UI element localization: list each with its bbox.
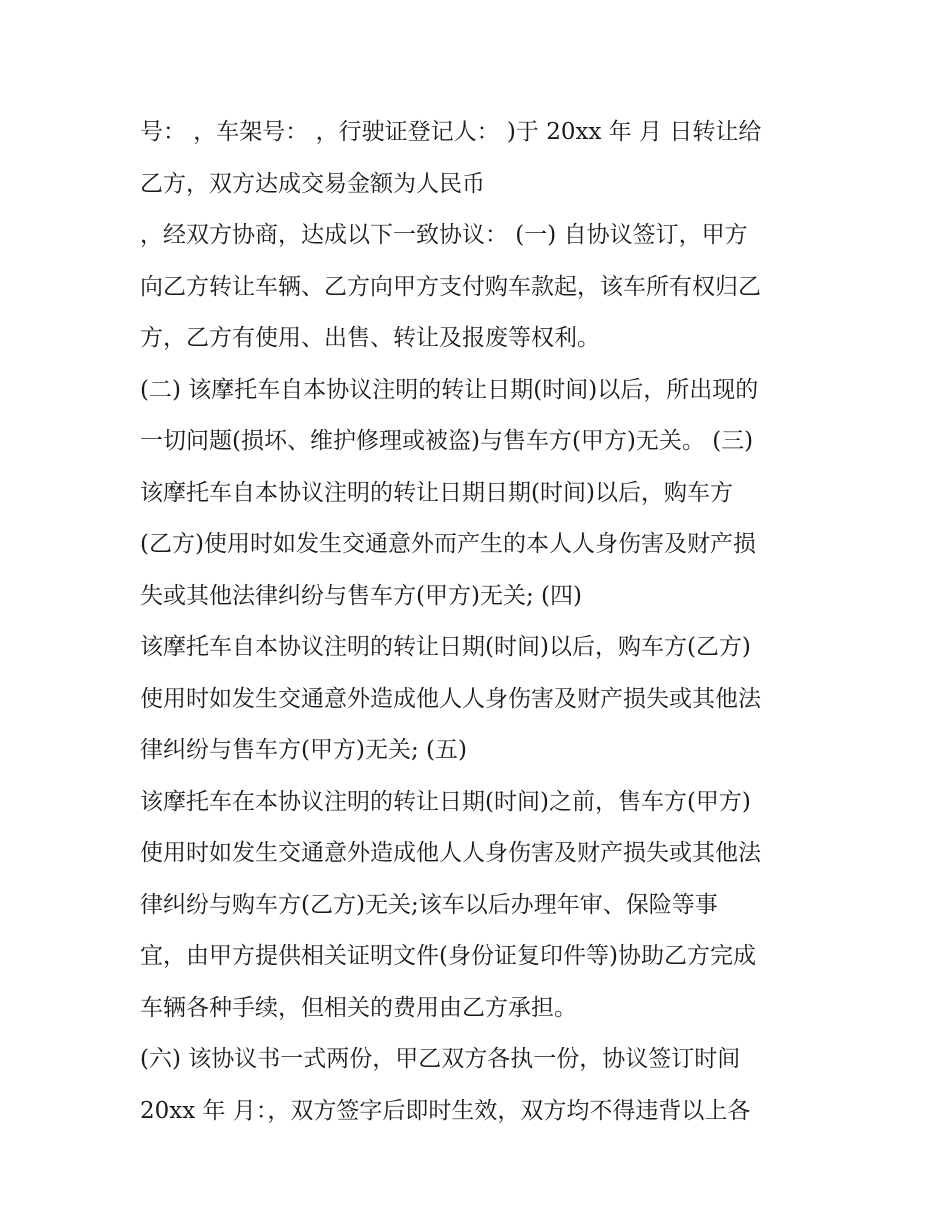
text-line-11: 该摩托车自本协议注明的转让日期(时间)以后，购车方(乙方): [140, 634, 751, 660]
text-line-18: 车辆各种手续，但相关的费用由乙方承担。: [140, 994, 577, 1021]
text-line-8: 该摩托车自本协议注明的转让日期日期(时间)以后，购车方: [140, 479, 733, 506]
text-line-19: (六) 该协议书一式两份，甲乙双方各执一份，协议签订时间: [140, 1046, 741, 1072]
text-line-6: (二) 该摩托车自本协议注明的转让日期(时间)以后，所出现的: [140, 376, 759, 403]
agreement-body-text: [140, 107, 830, 1137]
text-line-5: 方，乙方有使用、出售、转让及报废等权利。: [140, 325, 600, 351]
text-line-20: 20xx 年 月：，双方签字后即时生效，双方均不得违背以上各: [140, 1097, 751, 1124]
text-line-14: 该摩托车在本协议注明的转让日期(时间)之前，售车方(甲方): [140, 788, 751, 815]
text-line-15: 使用时如发生交通意外造成他人人身伤害及财产损失或其他法: [140, 840, 761, 866]
text-line-10: 失或其他法律纠纷与售车方(甲方)无关; (四): [140, 582, 582, 609]
text-line-7: 一切问题(损坏、维护修理或被盗)与售车方(甲方)无关。 (三): [140, 428, 754, 454]
text-line-16: 律纠纷与购车方(乙方)无关;该车以后办理年审、保险等事: [140, 891, 718, 918]
text-line-12: 使用时如发生交通意外造成他人人身伤害及财产损失或其他法: [140, 685, 761, 712]
text-line-4: 向乙方转让车辆、乙方向甲方支付购车款起，该车所有权归乙: [140, 273, 761, 300]
text-line-17: 宜，由甲方提供相关证明文件(身份证复印件等)协助乙方完成: [140, 943, 756, 969]
text-line-13: 律纠纷与售车方(甲方)无关; (五): [140, 737, 467, 763]
text-line-2: 乙方，双方达成交易金额为人民币: [140, 170, 485, 197]
text-line-1: 号： ，车架号： ，行驶证登记人： )于 20xx 年 月 日转让给: [140, 119, 762, 145]
text-line-9: (乙方)使用时如发生交通意外而产生的本人人身伤害及财产损: [140, 531, 756, 557]
text-line-3: ，经双方协商，达成以下一致协议： (一) 自协议签订，甲方: [140, 222, 748, 248]
